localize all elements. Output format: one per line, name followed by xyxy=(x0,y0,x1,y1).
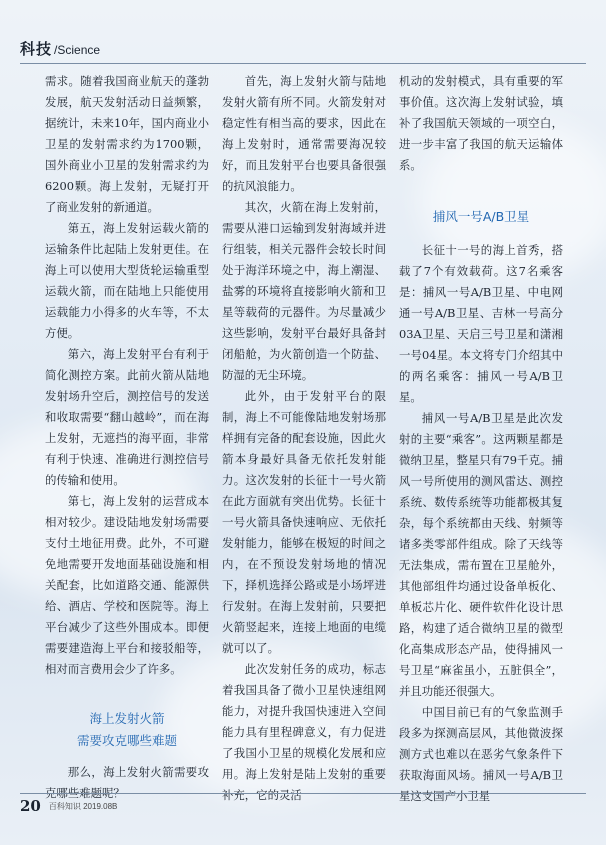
paragraph: 首先，海上发射火箭与陆地发射火箭有所不同。火箭发射对稳定性有相当高的要求，因此在海上发射时，通常需要海况较好，而且发射平台也要具备很强的抗风浪能力。 xyxy=(222,74,386,193)
paragraph: 那么，海上发射火箭需要攻克哪些难题呢？ xyxy=(45,765,209,800)
paragraph: 此次发射任务的成功，标志着我国具备了微小卫星快速组网能力，对提升我国快速进入空间能力具有里程碑意义，有力促进了我国小卫星的规模化发展和应用。海上发射是陆上发射的重要补充，它的灵活 xyxy=(222,662,386,802)
header-rule xyxy=(20,63,586,64)
paragraph: 捕风一号A/B卫星是此次发射的主要“乘客”。这两颗星都是微纳卫星，整星只有79千克。捕风一号所使用的测风雷达、测控系统、数传系统等功能都极其复杂，每个系统都由天线、射频等诸多类零部件组成。除了天线等无法集成，需布置在卫星舱外，其他部组件均通过设备单板化、单板芯片化、硬件软件化设计思路，构建了适合微纳卫星的微型化高集成形态产品，使得捕风一号卫星“麻雀虽小，五脏俱全”，并且功能还很强大。 xyxy=(399,411,563,698)
section-heading-challenges xyxy=(45,708,209,752)
heading-line: 海上发射火箭 xyxy=(89,711,165,726)
paragraph: 长征十一号的海上首秀，搭载了7个有效载荷。这7名乘客是：捕风一号A/B卫星、中电网通一号A/B卫星、吉林一号高分03A卫星、天启三号卫星和潇湘一号04星。本文将专门介绍其中的两名乘客：捕风一号A/B卫星。 xyxy=(399,243,563,404)
heading-line: 需要攻克哪些难题 xyxy=(76,733,177,748)
column-middle xyxy=(222,71,386,806)
paragraph: 需求。随着我国商业航天的蓬勃发展，航天发射活动日益频繁，据统计，未来10年，国内商业小卫星的发射需求约为1700颗，国外商业小卫星的发射需求约为6200颗。海上发射，无疑打开了商业发射的新通道。 xyxy=(45,74,209,214)
column-left xyxy=(45,71,209,804)
paragraph: 其次，火箭在海上发射前，需要从港口运输到发射海域并进行组装，相关元器件会较长时间处于海洋环境之中，海上潮湿、盐雾的环境将直接影响火箭和卫星等载荷的元器件。为尽量减少这些影响，发射平台最好具备封闭船舱，为火箭创造一个防盐、防湿的无尘环境。 xyxy=(222,200,386,382)
section-heading-bufeng: 捕风一号A/B卫星 xyxy=(432,209,530,224)
paragraph: 第七，海上发射的运营成本相对较少。建设陆地发射场需要支付土地征用费。此外，不可避免地需要开发地面基础设施和相关配套，比如道路交通、能源供给、酒店、学校和医院等。海上平台减少了这些外围成本。即便需要建造海上平台和接驳船等，相对而言费用会少了许多。 xyxy=(45,494,209,676)
column-right xyxy=(399,71,563,807)
paragraph: 第六，海上发射平台有利于简化测控方案。此前火箭从陆地发射场升空后，测控信号的发送和收取需要“翻山越岭”，而在海上发射，无遮挡的海平面，非常有利于快速、准确进行测控信号的传输和使用。 xyxy=(45,347,209,487)
magazine-section-label: /Science xyxy=(54,43,101,57)
page-footer xyxy=(20,793,586,818)
paragraph: 此外，由于发射平台的限制，海上不可能像陆地发射场那样拥有完备的配套设施，因此火箭本身最好具备无依托发射能力。这次发射的长征十一号火箭在此方面就有突出优势。长征十一号火箭具备快速响应、无依托发射能力，能够在极短的时间之内，在不预设发射场地的情况下，择机选择公路或是小场坪进行发射。在海上发射前，只要把火箭竖起来，连接上地面的电缆就可以了。 xyxy=(222,389,386,655)
page-number: 20 xyxy=(20,797,41,815)
issue-label: 百科知识 2019.08B xyxy=(48,801,118,811)
paragraph: 机动的发射模式，具有重要的军事价值。这次海上发射试验，填补了我国航天领域的一项空白，进一步丰富了我国的航天运输体系。 xyxy=(399,74,563,172)
page-header xyxy=(20,38,586,60)
paragraph: 第五，海上发射运载火箭的运输条件比起陆上发射更佳。在海上可以使用大型货轮运输重型运载火箭，而在陆地上只能使用运载能力小得多的火车等，不太方便。 xyxy=(45,221,209,340)
magazine-section-brand: 科技 xyxy=(20,40,53,58)
paragraph: 中国目前已有的气象监测手段多为探测高层风，其他微波探测方式也难以在恶劣气象条件下获取海面风场。捕风一号A/B卫星这支国产小卫星 xyxy=(399,705,563,803)
